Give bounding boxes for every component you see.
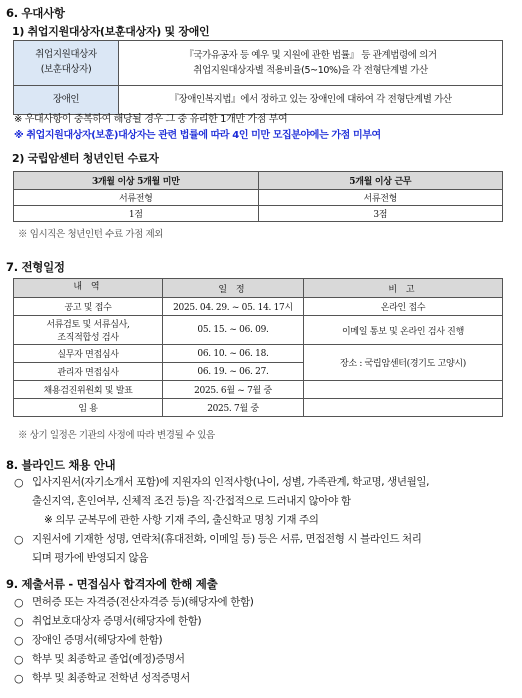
schedule-note [304,399,503,417]
table-row [14,381,503,399]
table-header-row [14,172,503,190]
section7-title: 7. 전형일정 [6,260,65,274]
table-row [14,399,503,417]
row-label [14,41,119,86]
blind-hiring-list [14,473,429,568]
preference-table [13,40,503,115]
list-item [14,530,429,549]
column-header: 3개월 이상 5개월 미만 [14,172,259,190]
table-cell: 서류전형 [258,190,503,206]
schedule-footnote: ※ 상기 일정은 기관의 사정에 따라 변경될 수 있음 [18,430,215,441]
circle-bullet-icon: ○ [14,653,24,666]
list-item [14,593,253,612]
row-label: 장애인 [14,86,119,115]
circle-bullet-icon: ○ [14,533,24,546]
table-row [14,316,503,345]
list-item-text: 면허증 또는 자격증(전산자격증 등)(해당자에 한함) [32,596,254,608]
table-row [14,298,503,316]
schedule-item: 관리자 면접심사 [14,363,163,381]
list-item [14,669,253,688]
table-header-row [14,279,503,298]
table-cell: 1점 [14,206,259,222]
column-header: 내 역 [14,279,163,298]
schedule-date: 2025. 7월 중 [163,399,304,417]
row-value [119,41,503,86]
table-cell: 3점 [258,206,503,222]
value-line: 취업지원대상자별 적용비율(5~10%)을 각 전형단계별 가산 [193,65,428,76]
list-item [14,473,429,492]
list-item-text: 학부 및 최종학교 졸업(예정)증명서 [32,653,185,665]
circle-bullet-icon: ○ [14,634,24,647]
column-header: 비 고 [304,279,503,298]
row-value: 『장애인복지법』에서 정하고 있는 장애인에 대하여 각 전형단계별 가산 [119,86,503,115]
list-item-text: 지원서에 기재한 성명, 연락처(휴대전화, 이메일 등) 등은 서류, 면접전형 시 블라인드 처리 [32,533,422,545]
table-row [14,41,503,86]
schedule-date: 2025. 6월 ~ 7월 중 [163,381,304,399]
preference-note: ※ 우대사항이 중복하여 해당될 경우 그 중 유리한 1개만 가점 부여 [14,114,288,125]
section9-title: 9. 제출서류 - 면접심사 합격자에 한해 제출 [6,577,218,591]
schedule-date: 06. 19. ~ 06. 27. [163,363,304,381]
schedule-note: 장소 : 국립암센터(경기도 고양시) [304,345,503,381]
schedule-table [13,278,503,417]
value-line: 『국가유공자 등 예우 및 지원에 관한 법률』 등 관계법령에 의거 [184,49,437,61]
section6-sub1-title: 1) 취업지원대상자(보훈대상자) 및 장애인 [12,25,210,38]
list-item-text: 취업보호대상자 증명서(해당자에 한함) [32,615,202,627]
circle-bullet-icon: ○ [14,596,24,609]
table-row [14,345,503,363]
circle-bullet-icon: ○ [14,476,24,489]
schedule-item: 임 용 [14,399,163,417]
list-item-continuation: 되며 평가에 반영되지 않음 [32,552,148,564]
table-row [14,190,503,206]
label-line: (보훈대상자) [40,64,92,75]
column-header: 5개월 이상 근무 [258,172,503,190]
list-item-text: 입사지원서(자기소개서 포함)에 지원자의 인적사항(나이, 성별, 가족관계, 학교명, 생년월일, [32,476,430,488]
list-item [14,631,253,650]
schedule-item [14,316,163,345]
schedule-date: 2025. 04. 29. ~ 05. 14. 17시 [163,298,304,316]
preference-note-highlight: ※ 취업지원대상자(보훈)대상자는 관련 법률에 따라 4인 미만 모집분야에는 가점 미부여 [14,130,381,141]
intern-table [13,171,503,222]
schedule-note [304,381,503,399]
list-item [14,612,253,631]
circle-bullet-icon: ○ [14,615,24,628]
list-item-text: 학부 및 최종학교 전학년 성적증명서 [32,672,190,684]
intern-note: ※ 임시직은 청년인턴 수료 가점 제외 [18,229,164,240]
section6-sub2-title: 2) 국립암센터 청년인턴 수료자 [12,152,159,165]
schedule-note: 온라인 접수 [304,298,503,316]
list-item-subnote: ※ 의무 군복무에 관한 사항 기재 주의, 출신학교 명칭 기재 주의 [44,514,319,526]
schedule-note: 이메일 통보 및 온라인 검사 진행 [304,316,503,345]
list-item [14,650,253,669]
list-item-continuation: 출신지역, 혼인여부, 신체적 조건 등)을 직·간접적으로 드러내지 않아야 함 [32,495,351,507]
table-cell: 서류전형 [14,190,259,206]
column-header: 일 정 [163,279,304,298]
item-line: 조직적합성 검사 [57,333,119,343]
table-row [14,206,503,222]
documents-list [14,593,253,688]
circle-bullet-icon: ○ [14,672,24,685]
section6-title: 6. 우대사항 [6,6,65,20]
section8-title: 8. 블라인드 채용 안내 [6,458,116,472]
schedule-date: 05. 15. ~ 06. 09. [163,316,304,345]
schedule-item: 채용검진위원회 및 발표 [14,381,163,399]
schedule-item: 공고 및 접수 [14,298,163,316]
label-line: 취업지원대상자 [35,49,97,61]
list-item-text: 장애인 증명서(해당자에 한함) [32,634,163,646]
item-line: 서류검토 및 서류심사, [46,320,130,330]
schedule-item: 실무자 면접심사 [14,345,163,363]
schedule-date: 06. 10. ~ 06. 18. [163,345,304,363]
